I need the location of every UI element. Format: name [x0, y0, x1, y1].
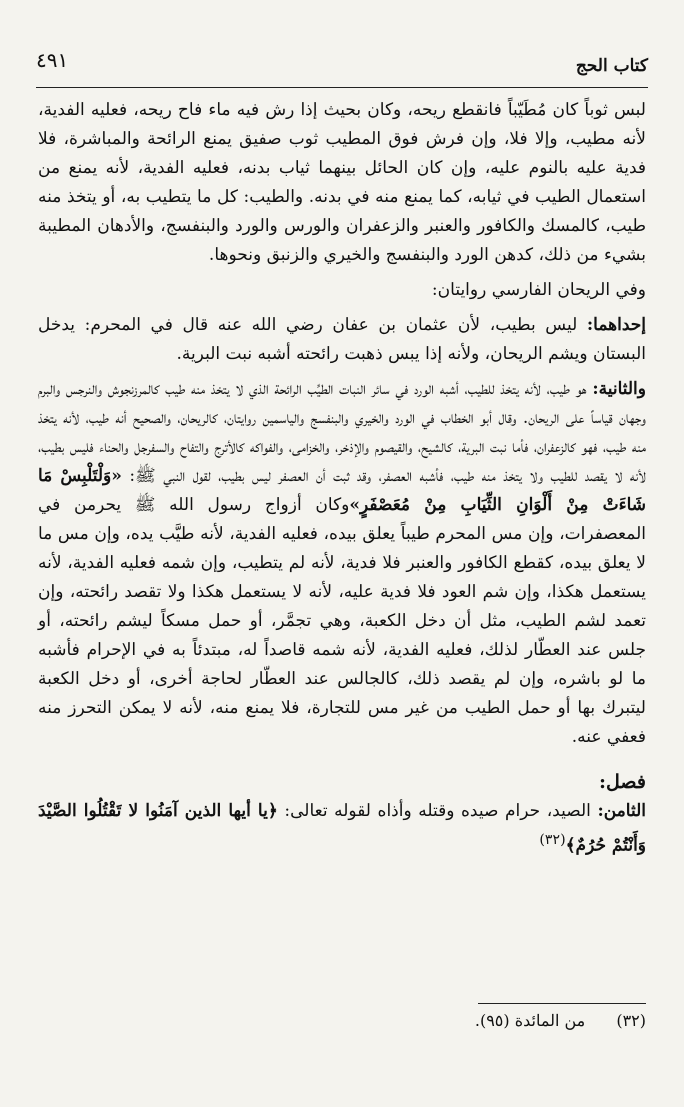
page-number: ٤٩١ — [36, 48, 69, 72]
paragraph-lead: والثانية: — [592, 379, 646, 399]
footnote-divider — [478, 1003, 646, 1004]
paragraph-1 — [38, 96, 646, 270]
footnote-text: من المائدة (٩٥). — [474, 1011, 586, 1030]
paragraph-3 — [38, 311, 646, 369]
main-text — [38, 96, 646, 861]
hadith-quote: «وَلْتَلْبِسْ مَا شَاءَتْ مِنْ أَلْوَانِ الثِّيَابِ مِنْ مُعَصْفَرٍ» — [38, 466, 646, 515]
section-paragraph — [38, 797, 646, 861]
footnote-ref: (٣٢) — [539, 832, 566, 848]
paragraph-text-continued: وكان أزواج رسول الله ﷺ يحرمن في المعصفرات، وإن مس المحرم طيباً يعلق بيده، فعليه الفدية، لأنه طيَّب يده، وإن مس ما لا يعلق بيده، كقطع الكافور والعنبر فلا فدية، لأنه لم يتطيب، وإن شمه فعليه الفدية، لأنه يستعمل هكذا، وإن شم العود فلا فدية عليه، لأنه لا يستعمل هكذا ولا تقصد رائحته، وإن تعمد لشم الطيب، مثل أن دخل الكعبة، وهي تجمَّر، أو حمل مسكاً ليشم رائحته، أو جلس عند العطّار لذلك، فعليه الفدية، لأنه شمه قاصداً له، مبتدئاً به في الإحرام فأشبه ما لو باشره، وإن لم يقصد ذلك، كالجالس عند العطّار لحاجة أخرى، أو دخل الكعبة ليتبرك بها أو حمل الطيب من غير مس للتجارة، فلا يمنع منه، لأنه لا يمكن التحرز منه فعفي عنه. — [38, 495, 646, 747]
paragraph-lead: إحداهما: — [586, 315, 646, 335]
footnote — [38, 1011, 646, 1030]
footnote-number: (٣٢) — [616, 1011, 646, 1030]
paragraph-2 — [38, 276, 646, 305]
page-header — [36, 48, 648, 84]
section-lead: الثامن: — [597, 801, 646, 821]
paragraph-text: هو طيب، لأنه يتخذ للطيب، أشبه الورد في سائر النبات الطيِّب الرائحة الذي لا يتخذ منه طيب كالمرزنجوش والنرجس والبرم وجهان قياساً على الريحان. وقال أبو الخطاب في الورد والخيري والبنفسج والياسمين روايتان، كالريحان، والصحيح أنه طيب، لأنه يتخذ منه طيب، فهو كالزعفران، فأما نبت البرية، كالشيح، والقيصوم والإذخر، والخزامى، والفواكه كالأترج والتفاح والسفرجل والحناء فليس بطيب، لأنه لا يقصد للطيب ولا يتخذ منه طيب، فأشبه العصفر، وقد ثبت أن العصفر ليس بطيب، لقول النبي ﷺ: — [38, 379, 647, 486]
paragraph-text: ليس بطيب، لأن عثمان بن عفان رضي الله عنه قال في المحرم: يدخل البستان ويشم الريحان، ولأنه إذا يبس ذهبت رائحته أشبه نبت البرية. — [38, 315, 646, 364]
paragraph-text: لبس ثوباً كان مُطَيّباً فانقطع ريحه، وكان بحيث إذا رش فيه ماء فاح ريحه، فعليه الفدية، لأنه مطيب، وإلا فلا، وإن فرش فوق المطيب ثوب صفيق يمنع الرائحة والمباشرة، فلا فدية عليه بالنوم عليه، وإن كان الحائل بينهما ثياب بدنه، فعليه الفدية، لأنه يمنع من استعمال الطيب في ثيابه، كما يمنع منه في بدنه. والطيب: كل ما يتطيب به، أو يتخذ منه طيب، كالمسك والكافور والعنبر والزعفران والورس والورد والبنفسج، والأدهان المطيبة بشيء من ذلك، كدهن الورد والبنفسج والخيري والزنبق ونحوها. — [38, 100, 646, 265]
paragraph-4 — [38, 375, 646, 752]
quran-verse: ﴿يا أيها الذين آمَنُوا لا تَقْتُلُوا الصَّيْدَ وَأَنْتُمْ حُرُمٌ﴾ — [38, 801, 646, 856]
running-title: كتاب الحج — [575, 56, 648, 76]
section-text: الصيد، حرام صيده وقتله وأذاه لقوله تعالى: — [277, 801, 598, 821]
paragraph-text: وفي الريحان الفارسي روايتان: — [431, 280, 646, 300]
section-heading: فصل: — [599, 771, 646, 793]
header-divider — [36, 87, 648, 88]
